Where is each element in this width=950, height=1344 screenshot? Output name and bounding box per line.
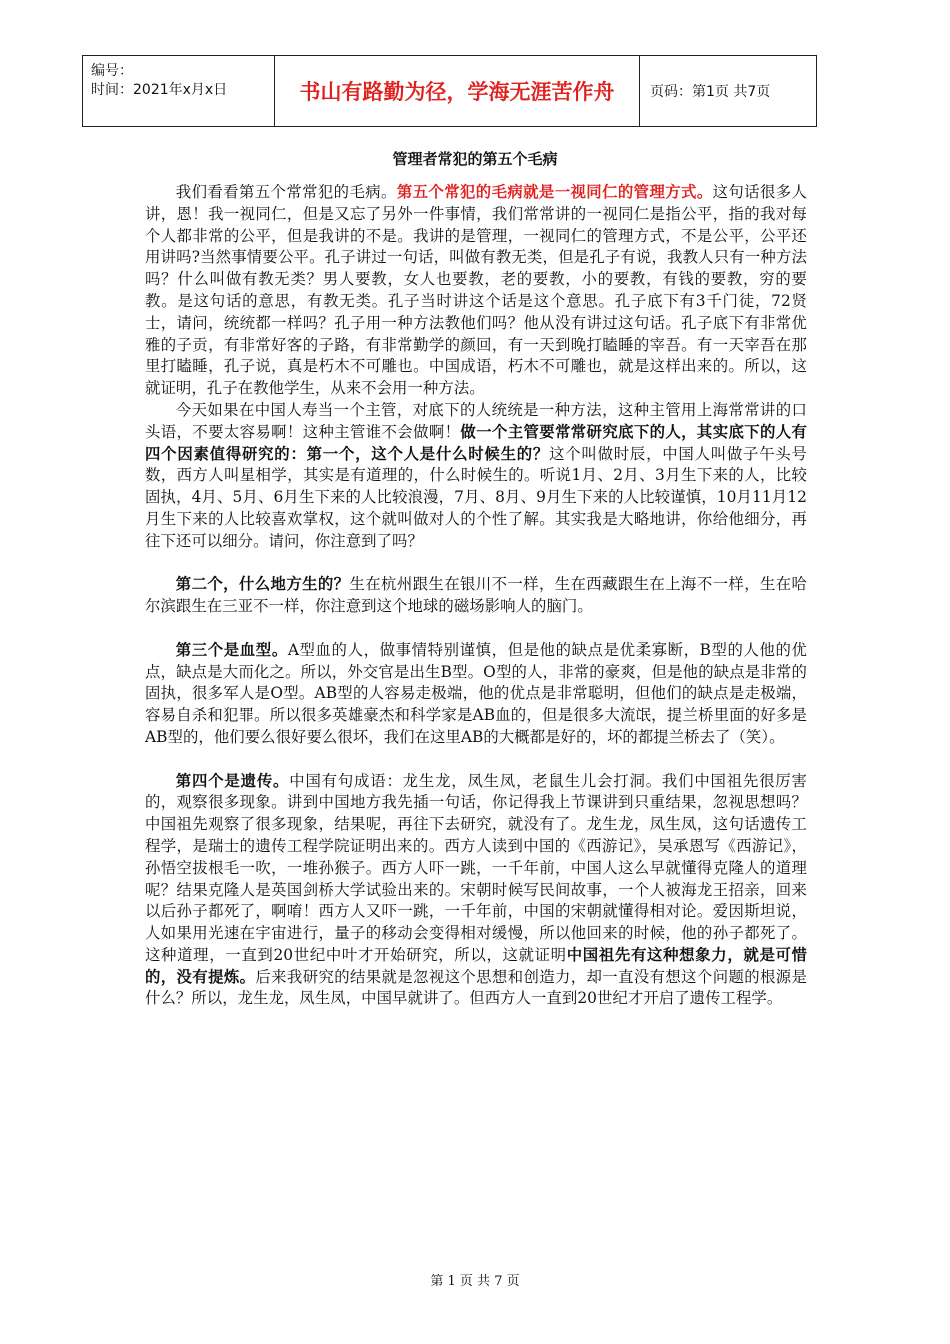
paragraph-1 [145, 182, 807, 400]
paragraph-4 [145, 640, 807, 749]
date-label: 时间：2021年x月x日 [91, 82, 228, 98]
header-meta [83, 56, 275, 126]
header-motto: 书山有路勤为径，学海无涯苦作舟 [275, 56, 640, 126]
para-text: A型血的人，做事情特别谨慎，但是他的缺点是优柔寡断，B型的人他的优点，缺点是大而化之。所以，外交官是出生B型。O型的人，非常的豪爽，但是他的缺点是非常的固执，很多军人是O型。AB型的人容易走极端，他的优点是非常聪明，但他们的缺点是走极端，容易自杀和犯罪。所以很多英雄豪杰和科学家是AB血的，但是很多大流氓，提兰桥里面的好多是AB型的，他们要么很好要么很坏，我们在这里AB的大概都是好的，坏的都提兰桥去了（笑）。 [145, 640, 807, 746]
para-bold: 第四个是遗传。 [175, 771, 290, 790]
document-title: 管理者常犯的第五个毛病 [392, 150, 558, 168]
number-label: 编号： [91, 63, 133, 79]
para-text: 这个叫做时辰，中国人叫做子午头号数，西方人叫星相学，其实是有道理的，什么时候生的。听说1月、2月、3月生下来的人，比较固执，4月、5月、6月生下来的人比较浪漫，7月、8月、9月生下来的人比较谨慎，10月11月12月生下来的人比较喜欢掌权，这个就叫做对人的个性了解。其实我是大略地讲，你给他细分，再往下还可以细分。请问，你注意到了吗？ [145, 444, 807, 550]
para-text: 今天如果在中国人寿当一个主管，对底下的人统统是一种方法，这种主管用上海常常讲的口头语，不要太容易啊！这种主管谁不会做啊！ [145, 400, 807, 441]
para-text: 中国有句成语：龙生龙，凤生凤，老鼠生儿会打洞。我们中国祖先很厉害的，观察很多现象。讲到中国地方我先插一句话，你记得我上节课讲到只重结果，忽视思想吗？中国祖先观察了很多现象，结果呢，再往下去研究，就没有了。龙生龙，凤生凤，这句话遗传工程学，是瑞士的遗传工程学院证明出来的。西方人读到中国的《西游记》，吴承恩写《西游记》，孙悟空拔根毛一吹，一堆孙猴子。西方人吓一跳，一千年前，中国人这么早就懂得克隆人的道理呢？结果克隆人是英国剑桥大学试验出来的。宋朝时候写民间故事，一个人被海龙王招亲，回来以后孙子都死了，啊唷！西方人又吓一跳，一千年前，中国的宋朝就懂得相对论。爱因斯坦说，人如果用光速在宇宙进行，量子的移动会变得相对缓慢，所以他回来的时候，他的孙子都死了。这种道理，一直到20世纪中叶才开始研究，所以，这就证明 [145, 771, 807, 964]
header-page-label: 页码：第1页 共7页 [650, 84, 771, 100]
para-bold: 第二个，什么地方生的？ [175, 575, 350, 594]
document-body [145, 182, 807, 1010]
para-bold: 第三个是血型。 [175, 640, 288, 659]
page-header [82, 55, 817, 127]
paragraph-5 [145, 771, 807, 1011]
para-bold: 中国祖先有这种想象力，就是可惜的，没有提炼。 [145, 945, 807, 986]
para-text: 生在杭州跟生在银川不一样，生在西藏跟生在上海不一样，生在哈尔滨跟生在三亚不一样，你注意到这个地球的磁场影响人的脑门。 [145, 575, 807, 616]
para-highlight-red: 第五个常犯的毛病就是一视同仁的管理方式。 [396, 183, 713, 201]
para-text: 这句话很多人讲，恩！我一视同仁，但是又忘了另外一件事情，我们常常讲的一视同仁是指公平，指的我对每个人都非常的公平，但是我讲的不是。我讲的是管理，一视同仁的管理方式，不是公平，公平还用讲吗?当然事情要公平。孔子讲过一句话，叫做有教无类，但是孔子有说，我教人只有一种方法吗？什么叫做有教无类？男人要教，女人也要教，老的要教，小的要教，有钱的要教，穷的要教。是这句话的意思，有教无类。孔子当时讲这个话是这个意思。孔子底下有3千门徒，72贤士，请问，统统都一样吗？孔子用一种方法教他们吗？他从没有讲过这句话。孔子底下有非常优雅的子贡，有非常好客的子路，有非常勤学的颜回，有一天到晚打瞌睡的宰吾。有一天宰吾在那里打瞌睡，孔子说，真是朽木不可雕也。中国成语，朽木不可雕也，就是这样出来的。所以，这就证明，孔子在教他学生，从来不会用一种方法。 [145, 183, 807, 398]
paragraph-2 [145, 400, 807, 553]
para-text: 我们看看第五个常常犯的毛病。 [175, 183, 397, 201]
paragraph-3 [145, 574, 807, 618]
page-footer: 第 1 页 共 7 页 [430, 1274, 520, 1289]
para-text: 后来我研究的结果就是忽视这个思想和创造力，却一直没有想这个问题的根源是什么？所以，龙生龙，凤生凤，中国早就讲了。但西方人一直到20世纪才开启了遗传工程学。 [145, 967, 807, 1008]
para-bold: 做一个主管要常常研究底下的人，其实底下的人有四个因素值得研究的：第一个，这个人是什么时候生的？ [145, 422, 807, 463]
